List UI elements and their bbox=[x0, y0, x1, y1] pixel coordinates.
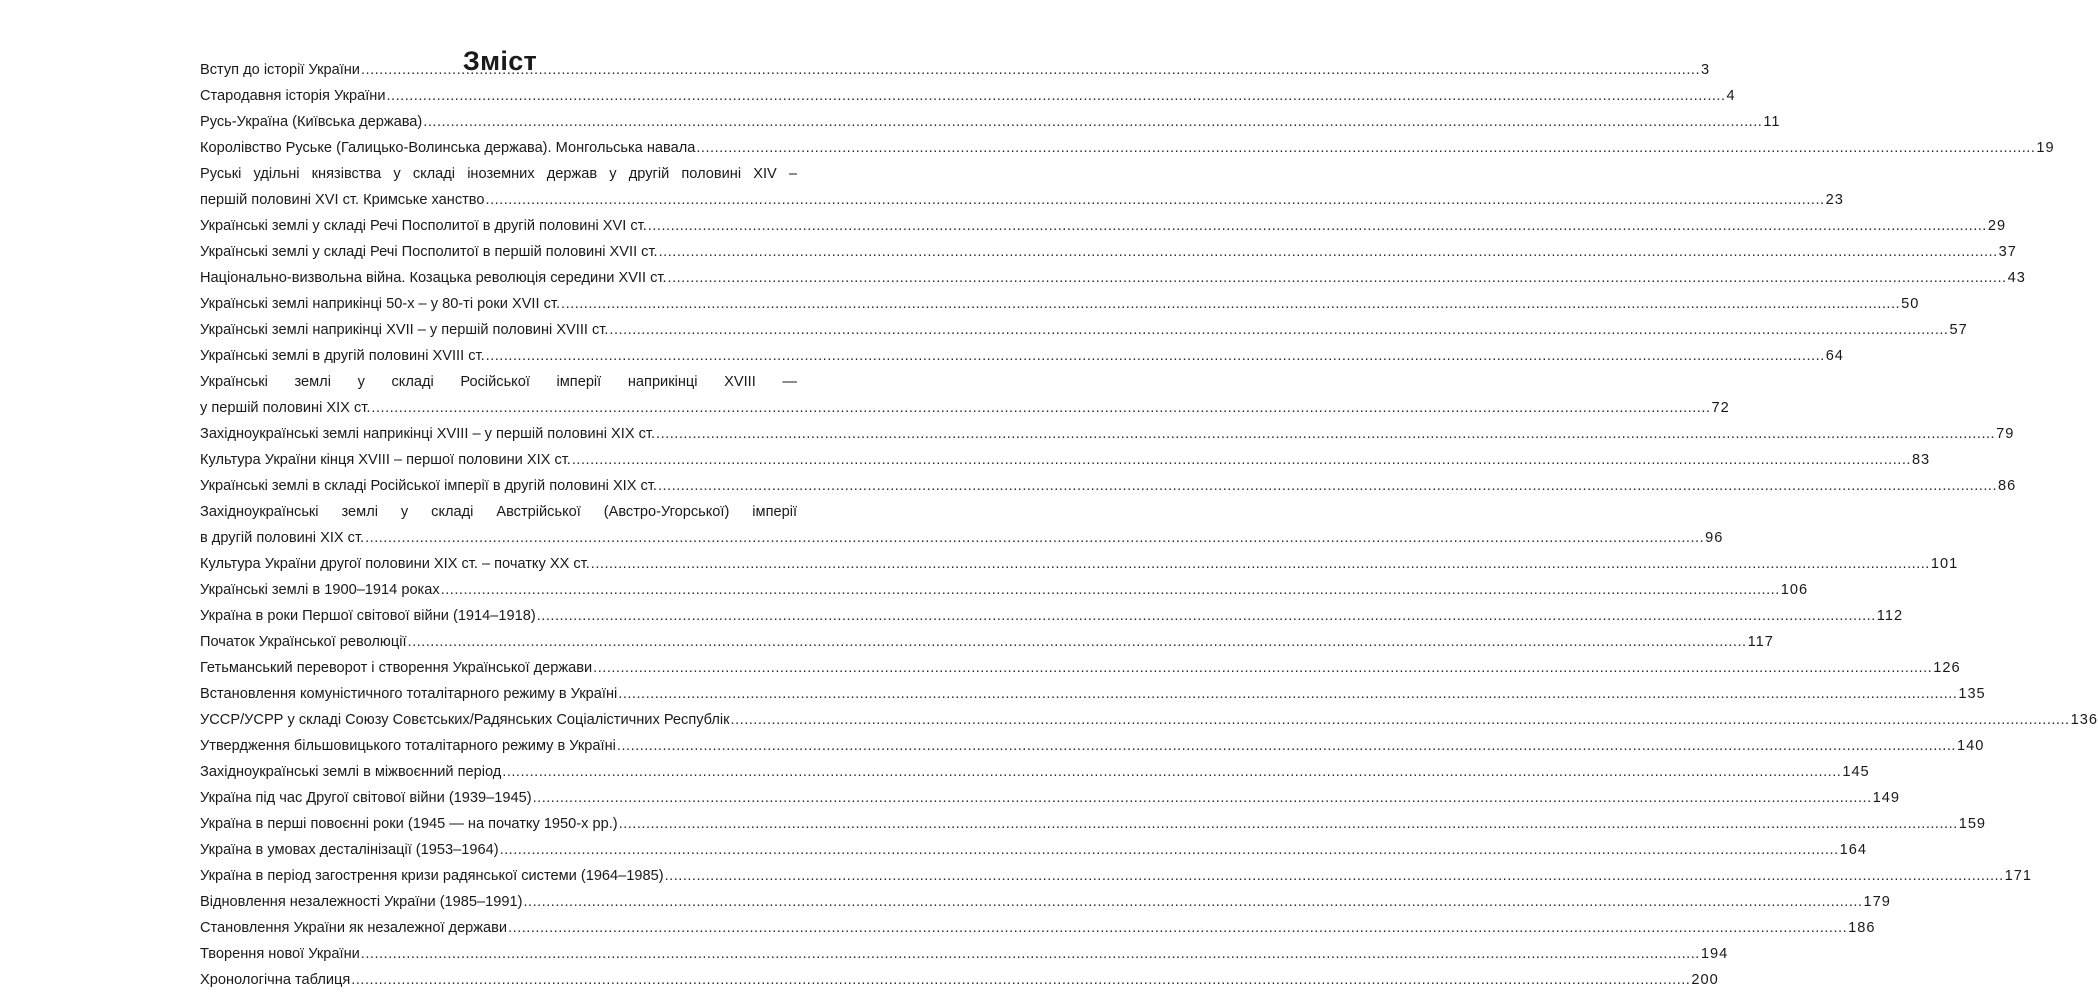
toc-entry-title-line: Західноукраїнські землі у складі Австрійської (Австро-Угорської) імперії bbox=[200, 504, 797, 520]
dot-leader bbox=[371, 395, 1710, 421]
dot-leader bbox=[593, 655, 1932, 681]
toc-entry-title-line: Українські землі у складі Російської імперії наприкінці XVIII — bbox=[200, 374, 797, 390]
dot-leader bbox=[609, 317, 1948, 343]
dot-leader bbox=[441, 577, 1780, 603]
toc-page-number: 194 bbox=[1700, 946, 1729, 962]
toc-entry-title: Утвердження більшовицького тоталітарного режиму в Україні bbox=[200, 738, 616, 754]
toc-entry bbox=[200, 57, 1711, 83]
dot-leader bbox=[423, 109, 1762, 135]
toc-page-number: 145 bbox=[1842, 764, 1870, 780]
toc-entry bbox=[200, 915, 1876, 941]
toc-entry bbox=[200, 785, 1901, 811]
toc-entry bbox=[200, 291, 1920, 317]
toc-entry bbox=[200, 837, 1867, 863]
toc-entry-title: Початок Української революції bbox=[200, 634, 407, 650]
toc-entry bbox=[200, 863, 2033, 889]
toc-entry bbox=[200, 551, 1959, 577]
toc-entry-title: Національно-визвольна війна. Козацька революція середини XVII ст. bbox=[200, 270, 667, 286]
toc-entry bbox=[200, 369, 1730, 421]
toc-entry-title: Україна в період загострення кризи радянської системи (1964–1985) bbox=[200, 868, 664, 884]
toc-entry bbox=[200, 889, 1891, 915]
toc-entry bbox=[200, 317, 1968, 343]
dot-leader bbox=[361, 941, 1700, 967]
toc-entry bbox=[200, 161, 1844, 213]
toc-entry bbox=[200, 733, 1985, 759]
dot-leader bbox=[361, 57, 1700, 83]
toc-entry-title: Гетьманський переворот і створення Української держави bbox=[200, 660, 593, 676]
toc-entry bbox=[200, 629, 1774, 655]
toc-page-number: 171 bbox=[2004, 868, 2033, 884]
toc-entry bbox=[200, 473, 2017, 499]
toc-entry bbox=[200, 239, 2017, 265]
toc-page-number: 101 bbox=[1930, 556, 1959, 572]
toc-page-number: 164 bbox=[1839, 842, 1867, 858]
toc-entry bbox=[200, 421, 2015, 447]
toc-entry-title: УССР/УСРР у складі Союзу Совєтських/Радянських Соціалістичних Республік bbox=[200, 712, 730, 728]
page-title: Зміст bbox=[462, 46, 538, 77]
dot-leader bbox=[523, 889, 1862, 915]
toc-entry bbox=[200, 603, 1904, 629]
toc-page-number: 135 bbox=[1958, 686, 1986, 702]
dot-leader bbox=[572, 447, 1911, 473]
toc-entry-title: Культура України кінця XVIII – першої половини XIX ст. bbox=[200, 452, 571, 468]
toc-entry-title: Україна в умовах десталінізації (1953–1964) bbox=[200, 842, 499, 858]
toc-entry bbox=[200, 213, 2007, 239]
toc-entry bbox=[200, 109, 1781, 135]
toc-page-number: 159 bbox=[1958, 816, 1987, 832]
toc-page-number: 200 bbox=[1691, 972, 1719, 988]
dot-leader bbox=[533, 785, 1872, 811]
toc-page-number: 140 bbox=[1956, 738, 1985, 754]
toc-entry-title: Україна в перші повоєнні роки (1945 — на початку 1950-х рр.) bbox=[200, 816, 618, 832]
dot-leader bbox=[731, 707, 2070, 733]
toc-page-number: 72 bbox=[1711, 400, 1730, 416]
toc-entry-title: Західноукраїнські землі в міжвоєнний період bbox=[200, 764, 502, 780]
toc-page-number: 83 bbox=[1911, 452, 1931, 468]
toc-entry-title: Українські землі в складі Російської імперії в другій половині XIX ст. bbox=[200, 478, 657, 494]
dot-leader bbox=[502, 759, 1841, 785]
toc-page-number: 57 bbox=[1949, 322, 1968, 338]
toc-entry-title: у першій половині XIX ст. bbox=[200, 400, 371, 416]
toc-entry-title: Хронологічна таблиця bbox=[200, 972, 351, 988]
dot-leader bbox=[617, 733, 1956, 759]
toc-page-number: 37 bbox=[1998, 244, 2017, 260]
dot-leader bbox=[619, 811, 1958, 837]
dot-leader bbox=[561, 291, 1900, 317]
toc-page-number: 179 bbox=[1863, 894, 1891, 910]
toc-entry bbox=[200, 707, 2098, 733]
toc-entry-title: Культура України другої половини XIX ст. – початку XX ст. bbox=[200, 556, 590, 572]
dot-leader bbox=[486, 343, 1825, 369]
dot-leader bbox=[696, 135, 2035, 161]
toc-entry bbox=[200, 811, 1987, 837]
dot-leader bbox=[656, 421, 1995, 447]
toc-entry bbox=[200, 447, 1931, 473]
dot-leader bbox=[537, 603, 1876, 629]
toc-page-number: 96 bbox=[1705, 530, 1724, 546]
dot-leader bbox=[591, 551, 1930, 577]
dot-leader bbox=[508, 915, 1847, 941]
toc-entry-title: Русь-Україна (Київська держава) bbox=[200, 114, 423, 130]
toc-entry-title: Українські землі наприкінці 50-х – у 80-ті роки XVII ст. bbox=[200, 296, 561, 312]
dot-leader bbox=[668, 265, 2007, 291]
toc-page-number: 112 bbox=[1876, 608, 1904, 624]
toc-entry bbox=[200, 499, 1724, 551]
dot-leader bbox=[665, 863, 2004, 889]
toc-entry-title-line: Руські удільні князівства у складі іноземних держав у другій половині XIV – bbox=[200, 166, 797, 182]
toc-entry-title: Королівство Руське (Галицько-Волинська держава). Монгольська навала bbox=[200, 140, 696, 156]
toc-entry-title: Українські землі наприкінці XVII – у першій половині XVIII ст. bbox=[200, 322, 609, 338]
dot-leader bbox=[500, 837, 1839, 863]
dot-leader bbox=[408, 629, 1747, 655]
table-of-contents bbox=[200, 57, 2098, 993]
toc-page-number: 79 bbox=[1996, 426, 2015, 442]
toc-entry-title: першій половині XVI ст. Кримське ханство bbox=[200, 192, 485, 208]
toc-entry-title: Становлення України як незалежної держави bbox=[200, 920, 508, 936]
toc-page-number: 149 bbox=[1872, 790, 1901, 806]
toc-page-number: 64 bbox=[1825, 348, 1844, 364]
toc-entry-title: Україна в роки Першої світової війни (1914–1918) bbox=[200, 608, 536, 624]
toc-entry-title: Українські землі в другій половині XVIII ст. bbox=[200, 348, 485, 364]
toc-entry bbox=[200, 265, 2026, 291]
dot-leader bbox=[351, 967, 1690, 993]
toc-entry-title: в другій половині XIX ст. bbox=[200, 530, 365, 546]
dot-leader bbox=[648, 213, 1987, 239]
dot-leader bbox=[658, 473, 1997, 499]
toc-entry bbox=[200, 135, 2055, 161]
toc-entry bbox=[200, 681, 1986, 707]
toc-entry bbox=[200, 577, 1809, 603]
toc-entry bbox=[200, 759, 1870, 785]
toc-page-number: 11 bbox=[1763, 114, 1781, 130]
dot-leader bbox=[486, 187, 1825, 213]
toc-entry-title: Українські землі в 1900–1914 роках bbox=[200, 582, 440, 598]
toc-entry-title: Українські землі у складі Речі Посполитої в другій половині XVI ст. bbox=[200, 218, 647, 234]
toc-entry-title: Відновлення незалежності України (1985–1991) bbox=[200, 894, 523, 910]
toc-page-number: 43 bbox=[2007, 270, 2026, 286]
toc-page-number: 117 bbox=[1747, 634, 1774, 650]
toc-entry-title: Творення нової України bbox=[200, 946, 360, 962]
toc-page-number: 106 bbox=[1780, 582, 1809, 598]
toc-page-number: 19 bbox=[2036, 140, 2055, 156]
toc-entry bbox=[200, 967, 1719, 993]
dot-leader bbox=[618, 681, 1957, 707]
toc-entry-title: Українські землі у складі Речі Посполитої в першій половині XVII ст. bbox=[200, 244, 658, 260]
dot-leader bbox=[386, 83, 1725, 109]
toc-entry-title: Західноукраїнські землі наприкінці XVIII – у першій половині XIX ст. bbox=[200, 426, 656, 442]
toc-entry bbox=[200, 343, 1844, 369]
dot-leader bbox=[365, 525, 1704, 551]
toc-entry bbox=[200, 941, 1729, 967]
toc-page-number: 3 bbox=[1701, 62, 1711, 78]
toc-page-number: 4 bbox=[1726, 88, 1736, 104]
toc-page-number: 29 bbox=[1987, 218, 2007, 234]
toc-entry bbox=[200, 655, 1961, 681]
toc-page-number: 50 bbox=[1901, 296, 1920, 312]
toc-page-number: 86 bbox=[1998, 478, 2017, 494]
dot-leader bbox=[659, 239, 1998, 265]
toc-entry-title: Вступ до історії України bbox=[200, 62, 360, 78]
toc-page-number: 126 bbox=[1933, 660, 1961, 676]
toc-page-number: 186 bbox=[1848, 920, 1876, 936]
toc-page-number: 136 bbox=[2070, 712, 2098, 728]
toc-page-number: 23 bbox=[1825, 192, 1844, 208]
toc-entry bbox=[200, 83, 1736, 109]
toc-entry-title: Україна під час Другої світової війни (1939–1945) bbox=[200, 790, 532, 806]
toc-entry-title: Стародавня історія України bbox=[200, 88, 386, 104]
toc-entry-title: Встановлення комуністичного тоталітарного режиму в Україні bbox=[200, 686, 618, 702]
